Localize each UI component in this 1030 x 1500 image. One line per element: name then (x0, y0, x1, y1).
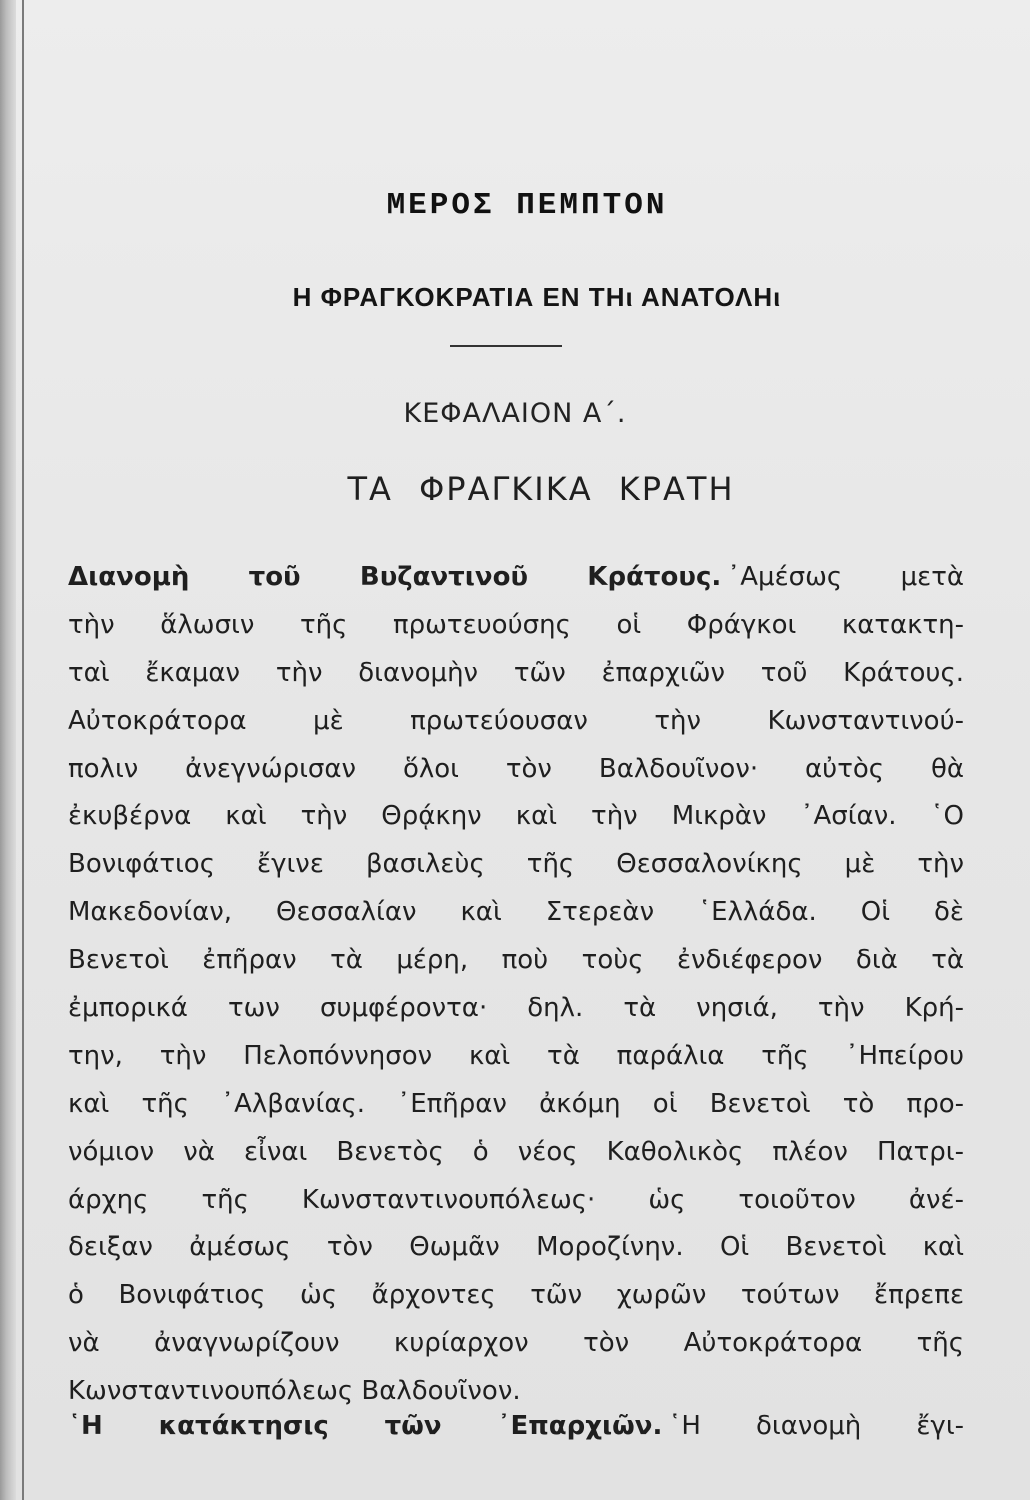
paragraph-line: καὶ τῆς ᾿Αλβανίας. ᾿Επῆραν ἀκόμη οἱ Βενετοὶ τὸ προ- (68, 1088, 964, 1119)
paragraph-line: ἐμπορικά των συμφέροντα· δηλ. τὰ νησιά, τὴν Κρή- (68, 993, 964, 1024)
main-title: Η ΦΡΑΓΚΟΚΡΑΤΙΑ ΕΝ ΤΗι ΑΝΑΤΟΛΗι (292, 282, 782, 312)
paragraph-line: νὰ ἀναγνωρίζουν κυρίαρχον τὸν Αὐτοκράτορα τῆς (68, 1328, 964, 1359)
paragraph-line: τὴν ἅλωσιν τῆς πρωτευούσης οἱ Φράγκοι κατακτη- (68, 609, 964, 640)
section-heading: ῾Η κατάκτησις τῶν ᾿Επαρχιῶν. (68, 1411, 663, 1441)
paragraph-line: Βονιφάτιος ἔγινε βασιλεὺς τῆς Θεσσαλονίκης μὲ τὴν (68, 849, 964, 880)
paragraph-line: Βενετοὶ ἐπῆραν τὰ μέρη, ποὺ τοὺς ἐνδιέφερον διὰ τὰ (68, 945, 964, 976)
page-binding-edge (0, 0, 16, 1500)
paragraph-distribution (68, 554, 964, 1416)
paragraph-line (68, 1403, 964, 1451)
paragraph-text: ᾿Αμέσως μετὰ (727, 562, 964, 592)
paragraph-line: ταὶ ἔκαμαν τὴν διανομὴν τῶν ἐπαρχιῶν τοῦ Κράτους. (68, 657, 964, 688)
paragraph-line: δειξαν ἀμέσως τὸν Θωμᾶν Μοροζίνην. Οἱ Βενετοὶ καὶ (68, 1232, 964, 1263)
paragraph-line (68, 554, 964, 602)
paragraph-line: νόμιον νὰ εἶναι Βενετὸς ὁ νέος Καθολικὸς πλέον Πατρι- (68, 1136, 964, 1167)
paragraph-line: άρχης τῆς Κωνσταντινουπόλεως· ὡς τοιοῦτον ἀνέ- (68, 1184, 964, 1215)
paragraph-line: Μακεδονίαν, Θεσσαλίαν καὶ Στερεὰν ῾Ελλάδα. Οἱ δὲ (68, 897, 964, 928)
paragraph-line: ὁ Βονιφάτιος ὡς ἄρχοντες τῶν χωρῶν τούτων ἔπρεπε (68, 1280, 964, 1311)
paragraph-line: Κωνσταντινουπόλεως Βαλδουῖνον. (68, 1376, 521, 1407)
page-margin-rule (22, 0, 24, 1500)
part-heading: ΜΕΡΟΣ ΠΕΜΠΤΟΝ (386, 188, 668, 223)
paragraph-conquest (68, 1403, 964, 1451)
paragraph-line: Αὐτοκράτορα μὲ πρωτεύουσαν τὴν Κωνσταντινού- (68, 705, 964, 736)
paragraph-text: ῾Η διανομὴ ἔγι- (668, 1411, 964, 1441)
title-divider (450, 345, 562, 347)
section-heading: Διανομὴ τοῦ Βυζαντινοῦ Κράτους. (68, 562, 722, 592)
paragraph-line: ἐκυβέρνα καὶ τὴν Θρᾴκην καὶ τὴν Μικρὰν ᾿Ασίαν. ῾Ο (68, 801, 964, 832)
chapter-label: ΚΕΦΑΛΑΙΟΝ Α΄. (403, 398, 627, 429)
paragraph-line: την, τὴν Πελοπόννησον καὶ τὰ παράλια τῆς ᾿Ηπείρου (68, 1040, 964, 1071)
chapter-title: ΤΑ ΦΡΑΓΚΙΚΑ ΚΡΑΤΗ (347, 470, 735, 508)
paragraph-line: πολιν ἀνεγνώρισαν ὅλοι τὸν Βαλδουῖνον· αὐτὸς θὰ (68, 753, 964, 784)
